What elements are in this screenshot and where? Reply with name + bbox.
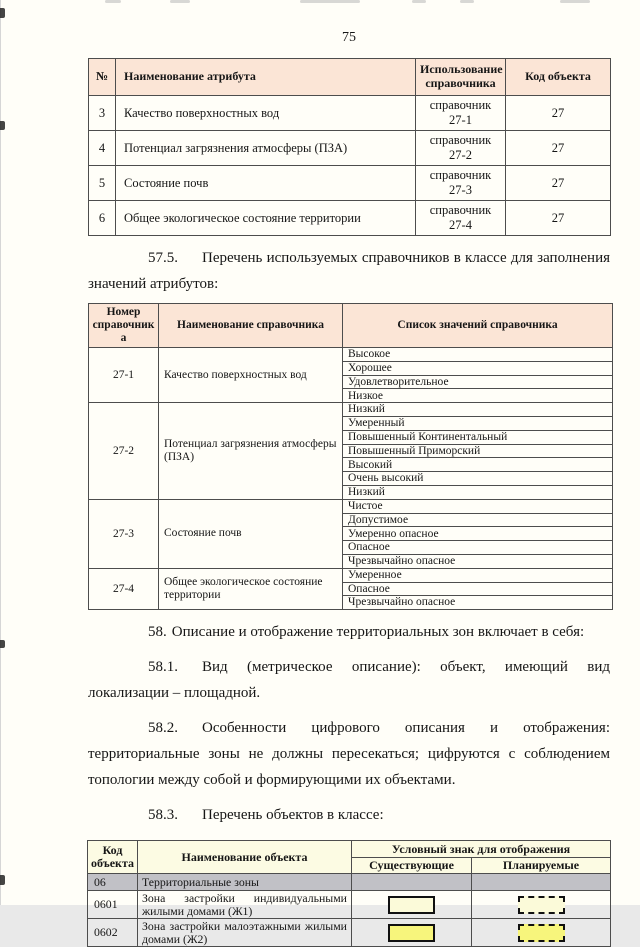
objects-table-body: [88, 874, 611, 947]
dictionary-value-cell: Допустимое: [343, 513, 613, 527]
object-name-cell: Зона застройки индивидуальными жилыми домами (Ж1): [138, 891, 352, 919]
table-cell: 4: [89, 131, 116, 166]
table-cell: Качество поверхностных вод: [116, 96, 416, 131]
objects-table-header-row: [88, 841, 611, 858]
symbol-cell: [352, 874, 472, 891]
paragraph: [88, 654, 610, 706]
paragraph-line: [88, 654, 610, 680]
table-cell: справочник 27-2: [416, 131, 506, 166]
table-row: [89, 568, 613, 582]
scan-mark: [300, 0, 360, 3]
dictionary-number-cell: 27-2: [89, 403, 159, 500]
paragraph-number: 58.2.: [148, 720, 178, 737]
paragraph: [88, 619, 610, 645]
dictionary-value-cell: Чистое: [343, 499, 613, 513]
scan-mark: [170, 0, 190, 3]
column-header: Планируемые: [472, 858, 611, 874]
dictionary-value-cell: Умеренно опасное: [343, 527, 613, 541]
paragraph-line: топологии между собой и формирующими их объектами.: [88, 772, 456, 789]
scan-mark: [0, 640, 5, 648]
table-row: [88, 891, 611, 919]
dictionary-value-cell: Низкий: [343, 403, 613, 417]
symbol-cell-planned: [472, 919, 611, 947]
scan-mark: [560, 0, 590, 3]
symbol-cell-existing: [352, 919, 472, 947]
paragraph-number: 58.1.: [148, 659, 178, 676]
paragraph-line: [88, 715, 610, 741]
column-header: Наименование объекта: [138, 841, 352, 874]
column-header: №: [89, 59, 116, 96]
attributes-table: [88, 58, 611, 236]
table-row: [89, 499, 613, 513]
scan-mark: [0, 8, 5, 18]
dictionary-value-cell: Чрезвычайно опасное: [343, 554, 613, 568]
table-cell: Состояние почв: [116, 166, 416, 201]
existing-zone-swatch: [388, 896, 435, 914]
existing-zone-swatch: [388, 924, 435, 942]
column-header: Номер справочника: [89, 304, 159, 348]
scan-mark: [105, 0, 121, 3]
column-header: Наименование атрибута: [116, 59, 416, 96]
paragraph-text: Вид (метрическое описание): объект, имеющий вид: [202, 659, 610, 676]
dictionary-number-cell: 27-3: [89, 499, 159, 568]
paragraph: [88, 802, 610, 828]
scan-mark: [412, 0, 426, 3]
table-cell: 27: [506, 131, 611, 166]
scan-mark: [0, 121, 5, 130]
paragraph-container-bottom: [88, 619, 610, 828]
scan-mark: [460, 0, 474, 3]
dictionary-value-cell: Умеренное: [343, 568, 613, 582]
paragraph-text: Описание и отображение территориальных зон включает в себя:: [171, 624, 585, 641]
dictionaries-table-header-row: [89, 304, 613, 348]
scan-edge-line: [0, 0, 1, 905]
planned-zone-swatch: [518, 924, 565, 942]
column-header: Код объекта: [506, 59, 611, 96]
object-code-cell: 06: [88, 874, 138, 891]
paragraph: [88, 245, 610, 297]
column-header: Наименование справочника: [159, 304, 343, 348]
dictionary-value-cell: Низкое: [343, 389, 613, 403]
paragraph-number: 58.: [148, 624, 167, 641]
dictionaries-table: [88, 303, 613, 610]
dictionary-value-cell: Опасное: [343, 582, 613, 596]
table-cell: 27: [506, 201, 611, 236]
table-cell: Потенциал загрязнения атмосферы (ПЗА): [116, 131, 416, 166]
table-row: [89, 166, 611, 201]
dictionary-value-cell: Хорошее: [343, 361, 613, 375]
paragraph-text: Перечень используемых справочников в классе для заполнения: [202, 250, 610, 266]
section-row: [88, 874, 611, 891]
dictionary-value-cell: Очень высокий: [343, 472, 613, 486]
table-row: [89, 348, 613, 362]
paragraph-container-top: [88, 245, 610, 297]
attributes-table-body: [89, 96, 611, 236]
objects-table: [87, 840, 611, 947]
paragraph-line: значений атрибутов:: [88, 276, 219, 292]
dictionary-number-cell: 27-1: [89, 348, 159, 403]
paragraph-line: территориальные зоны не должны пересекаться; цифруются с соблюдением: [88, 746, 610, 763]
table-cell: справочник 27-1: [416, 96, 506, 131]
symbol-cell-planned: [472, 891, 611, 919]
dictionary-value-cell: Умеренный: [343, 416, 613, 430]
column-header: Использование справочника: [416, 59, 506, 96]
object-code-cell: 0601: [88, 891, 138, 919]
column-header-group: Условный знак для отображения: [352, 841, 611, 858]
paragraph-number: 57.5.: [148, 250, 178, 266]
dictionary-name-cell: Качество поверхностных вод: [159, 348, 343, 403]
scan-mark: [0, 875, 5, 885]
dictionaries-table-body: [89, 348, 613, 610]
dictionary-value-cell: Опасное: [343, 541, 613, 555]
column-header: Список значений справочника: [343, 304, 613, 348]
dictionary-name-cell: Состояние почв: [159, 499, 343, 568]
table-row: [89, 131, 611, 166]
planned-zone-swatch: [518, 896, 565, 914]
dictionary-name-cell: Потенциал загрязнения атмосферы (ПЗА): [159, 403, 343, 500]
paragraph-line: [88, 245, 610, 271]
object-code-cell: 0602: [88, 919, 138, 947]
object-name-cell: Территориальные зоны: [138, 874, 352, 891]
paragraph: [88, 715, 610, 793]
table-cell: 6: [89, 201, 116, 236]
dictionary-number-cell: 27-4: [89, 568, 159, 609]
table-row: [89, 96, 611, 131]
paragraph-text: Перечень объектов в классе:: [202, 807, 384, 824]
column-header: Существующие: [352, 858, 472, 874]
dictionary-value-cell: Низкий: [343, 485, 613, 499]
dictionary-value-cell: Чрезвычайно опасное: [343, 596, 613, 610]
dictionary-value-cell: Повышенный Континентальный: [343, 430, 613, 444]
symbol-cell-existing: [352, 891, 472, 919]
table-row: [89, 403, 613, 417]
attributes-table-header-row: [89, 59, 611, 96]
dictionary-value-cell: Высокий: [343, 458, 613, 472]
paragraph-line: локализации – площадной.: [88, 685, 261, 702]
table-row: [88, 919, 611, 947]
table-cell: 27: [506, 166, 611, 201]
table-cell: Общее экологическое состояние территории: [116, 201, 416, 236]
table-cell: 27: [506, 96, 611, 131]
paragraph-line: [88, 619, 610, 645]
dictionary-value-cell: Удовлетворительное: [343, 375, 613, 389]
table-cell: 3: [89, 96, 116, 131]
paragraph-line: [88, 802, 610, 828]
paragraph-text: Особенности цифрового описания и отображения:: [202, 720, 610, 737]
table-cell: 5: [89, 166, 116, 201]
table-row: [89, 201, 611, 236]
symbol-cell: [472, 874, 611, 891]
page-number: 75: [342, 30, 356, 45]
table-cell: справочник 27-3: [416, 166, 506, 201]
column-header: Код объекта: [88, 841, 138, 874]
paragraph-number: 58.3.: [148, 807, 178, 824]
dictionary-value-cell: Повышенный Приморский: [343, 444, 613, 458]
object-name-cell: Зона застройки малоэтажными жилыми домами (Ж2): [138, 919, 352, 947]
table-cell: справочник 27-4: [416, 201, 506, 236]
dictionary-name-cell: Общее экологическое состояние территории: [159, 568, 343, 609]
dictionary-value-cell: Высокое: [343, 348, 613, 362]
